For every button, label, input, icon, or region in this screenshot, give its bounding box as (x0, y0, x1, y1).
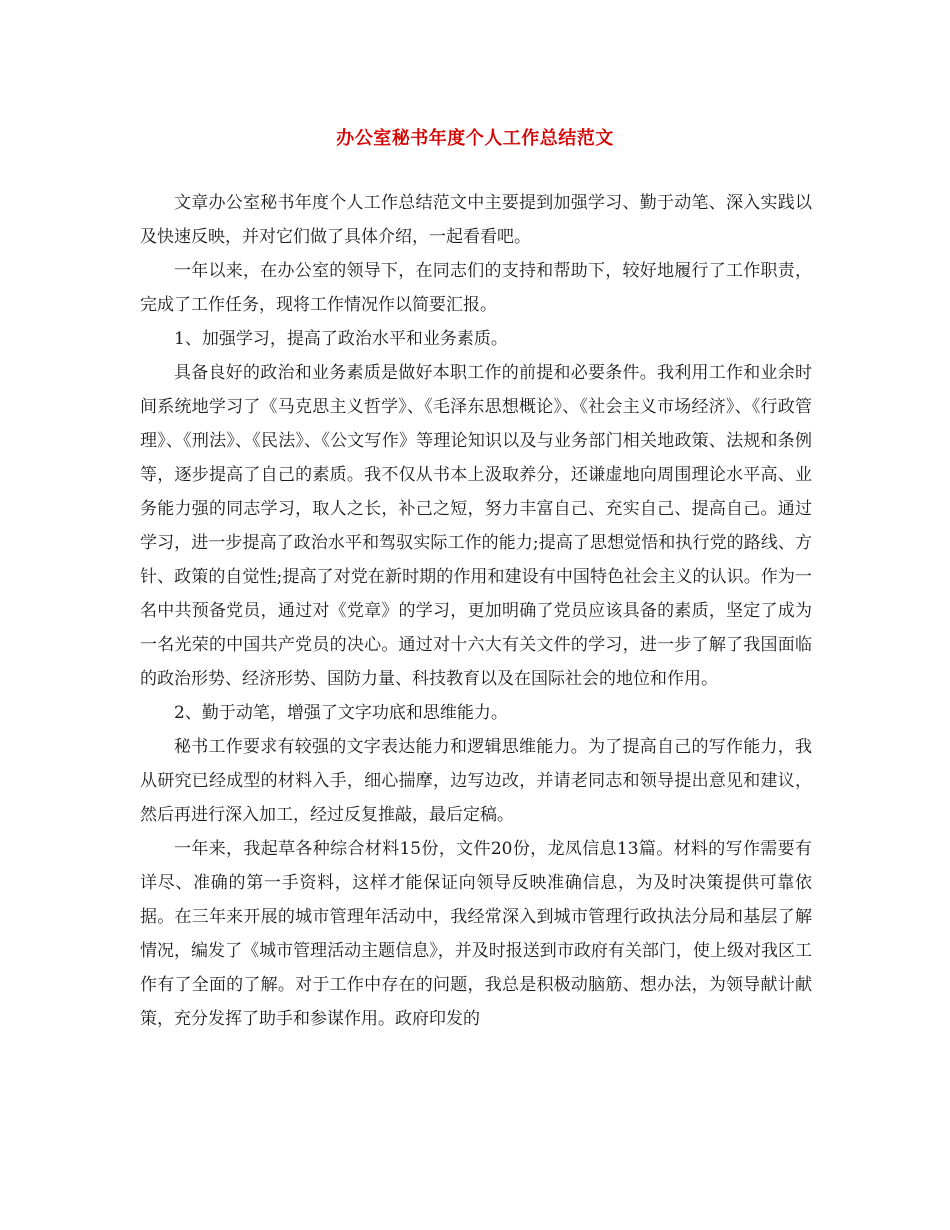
paragraph-writing: 秘书工作要求有较强的文字表达能力和逻辑思维能力。为了提高自己的写作能力，我从研究已经成型的材料入手，细心揣摩，边写边改，并请老同志和领导提出意见和建议，然后再进行深入加工，经过反复推敲，最后定稿。 (140, 737, 812, 825)
section-heading-writing: 2、勤于动笔，增强了文字功底和思维能力。 (174, 703, 508, 723)
document-title: 办公室秘书年度个人工作总结范文 (336, 128, 614, 149)
document-body (140, 186, 812, 1036)
paragraph-intro: 文章办公室秘书年度个人工作总结范文中主要提到加强学习、勤于动笔、深入实践以及快速反映，并对它们做了具体介绍，一起看看吧。 (140, 193, 812, 247)
paragraph-year-output: 一年来，我起草各种综合材料15份，文件20份，龙凤信息13篇。材料的写作需要有详尽、准确的第一手资料，这样才能保证向领导反映准确信息，为及时决策提供可靠依据。在三年来开展的城市管理年活动中，我经常深入到城市管理行政执法分局和基层了解情况，编发了《城市管理活动主题信息》，并及时报送到市政府有关部门，使上级对我区工作有了全面的了解。对于工作中存在的问题，我总是积极动脑筋、想办法，为领导献计献策，充分发挥了助手和参谋作用。政府印发的 (140, 839, 812, 1029)
section-heading-study: 1、加强学习，提高了政治水平和业务素质。 (174, 329, 508, 349)
paragraph-overview: 一年以来，在办公室的领导下，在同志们的支持和帮助下，较好地履行了工作职责，完成了工作任务，现将工作情况作以简要汇报。 (140, 261, 812, 315)
paragraph-study: 具备良好的政治和业务素质是做好本职工作的前提和必要条件。我利用工作和业余时间系统地学习了《马克思主义哲学》、《毛泽东思想概论》、《社会主义市场经济》、《行政管理》、《刑法》、《民法》、《公文写作》等理论知识以及与业务部门相关地政策、法规和条例等，逐步提高了自己的素质。我不仅从书本上汲取养分，还谦虚地向周围理论水平高、业务能力强的同志学习，取人之长，补己之短，努力丰富自己、充实自己、提高自己。通过学习，进一步提高了政治水平和驾驭实际工作的能力;提高了思想觉悟和执行党的路线、方针、政策的自觉性;提高了对党在新时期的作用和建设有中国特色社会主义的认识。作为一名中共预备党员，通过对《党章》的学习，更加明确了党员应该具备的素质，坚定了成为一名光荣的中国共产党员的决心。通过对十六大有关文件的学习，进一步了解了我国面临的政治形势、经济形势、国防力量、科技教育以及在国际社会的地位和作用。 (140, 363, 812, 689)
